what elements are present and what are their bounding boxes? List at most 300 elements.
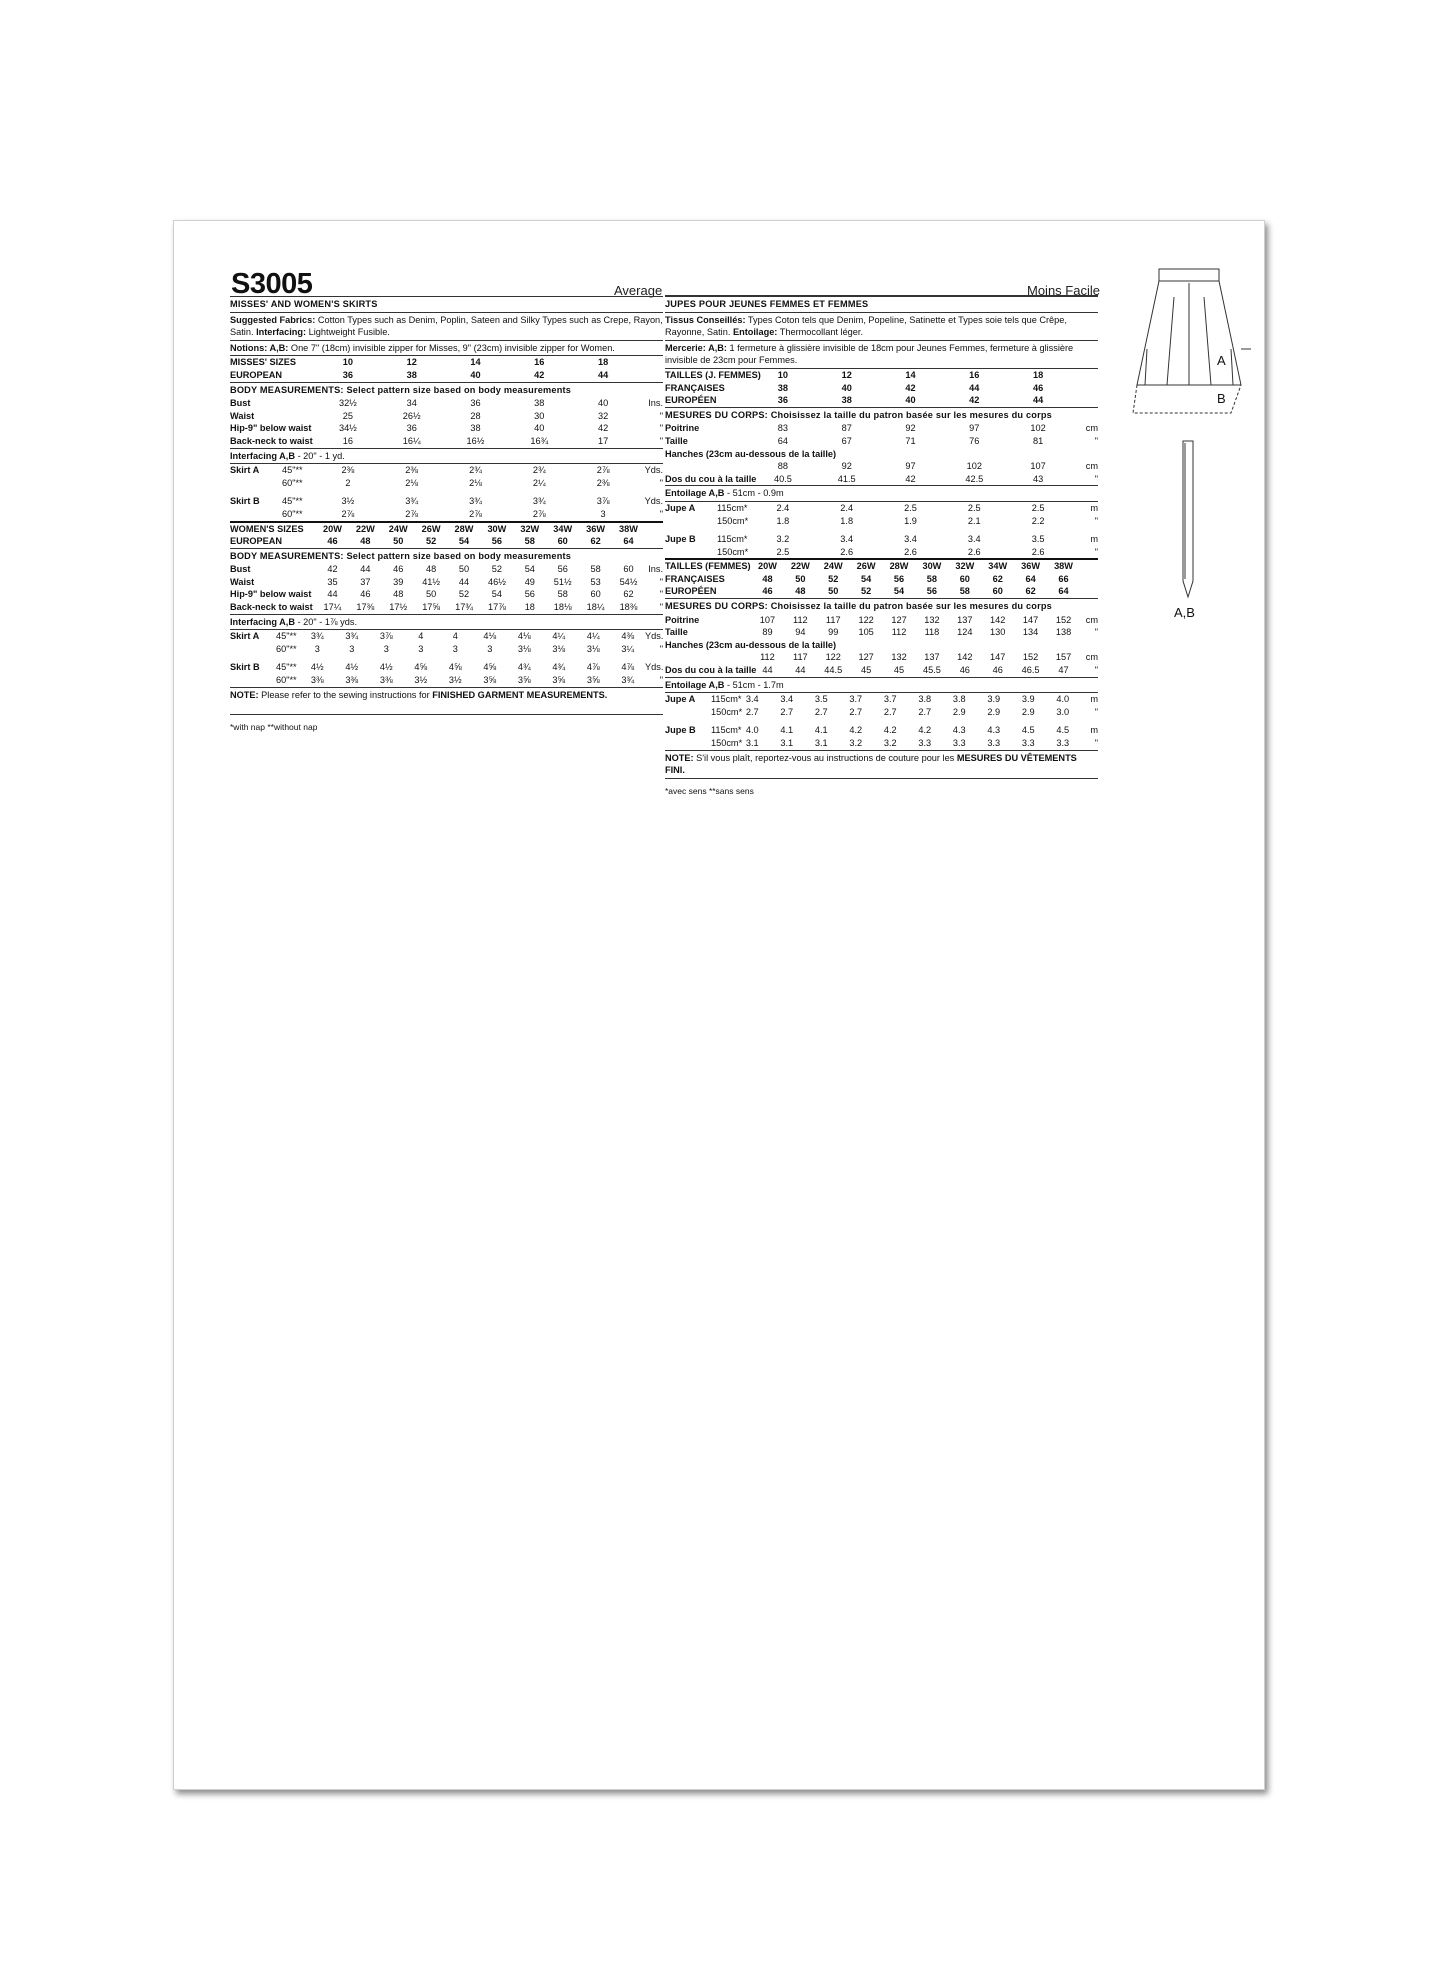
table-cell: " [1094,515,1098,526]
size-cell: 52 [828,573,839,584]
size-row [665,382,1098,395]
view-label-ab: A,B [1174,605,1195,620]
yardage-cell: 2⅛ [469,477,482,488]
table-cell: Jupe A [665,502,696,513]
size-cell: 42 [534,369,545,380]
size-cell: 56 [926,586,938,597]
fr-body-heading: MESURES DU CORPS: Choisissez la taille du patron basée sur les mesures du corps [665,409,1052,420]
table-cell: " [1094,665,1098,676]
size-cell: 16 [534,357,545,368]
measure-cell: 152 [1022,652,1039,663]
table-cell: Ins. [648,564,663,575]
measure-cell: 56 [557,564,568,575]
measure-cell: 17⅞ [487,602,506,613]
yardage-cell: 3½ [448,675,462,686]
size-cell: 42 [905,382,916,393]
yardage-cell: 4⅝ [483,662,497,673]
body-measure-row [230,435,663,448]
measure-cell: 92 [841,461,852,472]
size-cell: 58 [926,573,938,584]
table-cell: " [659,643,663,654]
measure-cell: 34½ [338,423,357,434]
size-cell: 44 [597,369,609,380]
yardage-cell: 4.1 [780,725,794,736]
measure-cell: 87 [841,423,852,434]
table-cell: 115cm* [711,725,742,736]
measure-cell: 107 [1030,461,1046,472]
yardage-cell: 4¾ [517,662,531,673]
yardage-cell: 3¾ [621,675,635,686]
measure-cell: 16¾ [530,435,549,446]
size-cell: 48 [360,536,371,547]
table-cell: Yds. [645,631,664,642]
size-cell: 54 [458,536,470,547]
yardage-cell: 2.5 [904,502,917,513]
measure-cell: 62 [623,589,634,600]
yardage-row [665,724,1098,737]
yardage-cell: 3⅞ [379,631,393,642]
yardage-cell: 2¼ [532,477,546,488]
body-measure-row [665,422,1098,435]
measure-cell: 18 [524,602,535,613]
measure-cell: 25 [342,410,354,421]
fr-body-table [665,422,1098,485]
measure-cell: 71 [905,435,916,446]
measure-cell: 132 [891,652,907,663]
size-cell: 40 [905,395,916,406]
yardage-cell: 2.5 [967,502,981,513]
yardage-cell: 2⅞ [596,465,610,476]
table-cell: cm [1085,423,1098,434]
body-measure-row [230,601,663,614]
yardage-cell: 4⅛ [483,631,497,642]
table-cell: FRANÇAISES [665,573,725,584]
yardage-cell: 4.2 [849,725,863,736]
size-cell: 18 [1032,369,1044,380]
yardage-row [665,693,1098,706]
size-cell: 16 [969,369,980,380]
yardage-cell: 3.8 [918,694,932,705]
table-cell: Yds. [644,465,663,476]
measure-cell: 47 [1058,665,1069,676]
size-cell: 60 [992,586,1003,597]
size-cell: 44 [969,382,980,393]
measure-cell: 99 [828,627,839,638]
yardage-cell: 3 [452,643,458,654]
yardage-cell: 3.3 [1056,738,1070,748]
table-cell: " [1094,473,1098,484]
table-cell [1080,573,1098,586]
table-cell: Ins. [648,398,663,409]
table-cell: Jupe A [665,694,696,705]
yardage-cell: 3⅞ [596,496,610,507]
table-cell: Back-neck to waist [230,435,313,446]
table-cell: Jupe B [665,534,696,545]
measure-cell: 32½ [338,398,357,409]
table-cell: Bust [230,398,251,409]
table-cell [635,356,663,369]
size-cell: 10 [342,357,354,368]
yardage-row [230,674,663,687]
measure-cell: 142 [957,652,973,663]
table-cell: Taille [665,435,688,446]
fr-body-table [665,614,1098,677]
measure-cell: 16½ [466,435,485,446]
size-row [230,535,663,548]
body-measure-row [665,614,1098,627]
yardage-cell: 1.8 [840,515,854,526]
yardage-cell: 2.9 [1021,706,1035,717]
table-cell [645,535,663,548]
table-cell [665,515,717,528]
yardage-cell: 1.9 [904,515,917,526]
yardage-row [665,515,1098,528]
table-cell: m [1090,502,1098,513]
table-cell: Back-neck to waist [230,602,313,613]
measure-cell: 16¼ [402,435,421,446]
yardage-cell: 2.6 [967,546,981,557]
size-cell: 58 [959,586,970,597]
measure-cell: 81 [1032,435,1044,446]
size-cell: 52 [861,586,872,597]
yardage-cell: 2.6 [840,546,854,557]
yardage-cell: 3⅝ [552,675,566,686]
table-cell: m [1090,725,1098,736]
table-cell: " [659,508,663,519]
size-cell: 38 [406,369,417,380]
view-label-b: B [1217,391,1226,406]
yardage-cell: 2⅛ [405,477,419,488]
measure-cell: 51½ [553,576,572,587]
table-cell: " [659,675,663,686]
yardage-cell: 3.3 [918,738,932,748]
table-cell: 45"** [276,662,297,673]
yardage-cell: 3¾ [532,496,546,507]
size-cell: 54 [893,586,905,597]
body-measure-row [230,588,663,601]
yardage-cell: 3¾ [405,496,419,507]
table-cell [1070,394,1098,407]
measure-cell: 124 [957,627,973,638]
table-cell: FRANÇAISES [665,382,725,393]
yardage-cell: 4.2 [883,725,897,736]
measure-cell: 18¼ [586,602,605,613]
measure-cell: 157 [1055,652,1072,663]
fr-body-heading: MESURES DU CORPS: Choisissez la taille du patron basée sur les mesures du corps [665,601,1052,612]
measure-cell: 112 [760,652,775,663]
table-cell [635,369,663,382]
table-cell: " [659,576,663,587]
en-body-table [230,397,663,447]
measure-cell: 45.5 [922,665,941,676]
measure-cell: 134 [1022,627,1039,638]
waistband-drawing [1183,441,1193,597]
size-cell: 50 [828,586,839,597]
measure-cell: 46½ [487,576,506,587]
body-measure-row [665,651,1098,664]
yardage-cell: 2.7 [918,706,932,717]
yardage-row [230,477,663,490]
table-cell: " [659,589,663,600]
table-cell: Yds. [645,662,664,673]
yardage-cell: 3⅝ [483,675,497,686]
measure-cell: 138 [1055,627,1072,638]
size-cell: 34W [988,561,1008,572]
yardage-cell: 2.2 [1031,515,1045,526]
yardage-cell: 3.4 [904,534,917,545]
yardage-row [230,661,663,674]
measure-cell: 45 [893,665,905,676]
yardage-cell: 4¼ [586,631,600,642]
table-cell: cm [1085,461,1098,472]
size-cell: 56 [491,536,503,547]
size-cell: 32W [520,523,540,534]
yardage-cell: 2⅞ [405,508,419,519]
yardage-cell: 3½ [414,675,428,686]
en-body-heading: BODY MEASUREMENTS: Select pattern size based on body measurements [230,550,572,561]
yardage-cell: 3.2 [883,738,897,748]
yardage-cell: 4⅞ [621,662,635,673]
fr-interfacing-line: Entoilage A,B - 51cm - 0.9m [665,488,784,499]
table-cell: m [1090,694,1098,705]
en-body-table [230,563,663,613]
body-measure-row [230,397,663,410]
table-cell: Skirt B [230,496,260,507]
yardage-cell: 3¾ [469,496,482,507]
yardage-cell: 2⅞ [532,508,546,519]
measure-cell: 102 [1030,423,1046,434]
size-cell: 44 [1032,395,1044,406]
yardage-cell: 2⅜ [596,477,610,488]
size-row [230,369,663,382]
measure-cell: 127 [858,652,874,663]
yardage-cell: 2.5 [1031,502,1045,513]
size-row [665,369,1098,382]
yardage-cell: 3.4 [745,694,759,705]
table-cell: WOMEN'S SIZES [230,523,304,534]
measure-cell: 112 [891,627,907,638]
en-interfacing-line: Interfacing A,B - 20" - 1⅞ yds. [230,616,357,627]
yardage-row [665,737,1098,750]
size-cell: 28W [454,523,474,534]
size-cell: 20W [758,561,777,572]
body-measure-row [230,410,663,423]
yardage-cell: 4.0 [745,725,759,736]
table-cell [665,460,751,473]
measure-cell: 40 [597,398,609,409]
table-cell: 60"** [282,477,303,488]
table-cell: " [659,435,663,446]
table-cell: Skirt B [230,662,260,673]
table-cell [1080,560,1098,573]
measure-cell: 54 [524,564,535,575]
measure-cell: 94 [795,627,806,638]
yardage-cell: 3 [487,643,493,654]
measure-cell: 44 [360,564,371,575]
measure-cell: 35 [327,576,338,587]
body-measure-row [665,460,1098,473]
table-cell: Hip-9" below waist [230,423,312,434]
yardage-cell: 4⅜ [621,631,635,642]
measure-cell: 52 [458,589,470,600]
size-cell: 10 [777,369,789,380]
yardage-cell: 3⅛ [552,643,566,654]
table-cell: " [1094,627,1098,638]
fr-yardage-table [665,693,1098,749]
table-cell: Jupe B [665,725,696,736]
size-cell: 24W [823,561,843,572]
size-cell: 24W [388,523,408,534]
measure-cell: 89 [762,627,773,638]
size-cell: 60 [557,536,568,547]
size-cell: 50 [393,536,404,547]
yardage-cell: 3.7 [883,694,897,705]
measure-cell: 52 [491,564,503,575]
french-column [665,296,1098,797]
en-women-section [230,523,663,687]
measure-cell: 36 [470,398,481,409]
size-cell: 32W [955,561,975,572]
measure-cell: 147 [1022,614,1039,625]
table-cell: Poitrine [665,614,700,625]
measure-cell: 30 [534,410,545,421]
table-cell: " [1094,738,1098,748]
view-label-a: A [1217,353,1226,368]
yardage-cell: 3.5 [1031,534,1045,545]
yardage-row [665,533,1098,546]
fr-fabrics: Tissus Conseillés: Types Coton tels que Denim, Popeline, Satinette et Types soie tels que Crêpe, Rayonne, Satin. Entoilage: Thermocollant léger. [665,314,1067,338]
en-footnote: *with nap **without nap [230,722,318,733]
measure-cell: 17¼ [323,602,342,613]
yardage-cell: 2.6 [1031,546,1045,557]
size-cell: 14 [905,369,916,380]
measure-cell: 38 [534,398,545,409]
measure-cell: 50 [426,589,437,600]
yardage-cell: 3⅜ [345,675,359,686]
skirt-illustration [1119,261,1259,621]
measure-cell: 42 [905,473,916,484]
size-cell: 36W [1021,561,1041,572]
body-measure-row [665,639,1098,652]
size-row [230,356,663,369]
size-cell: 36 [777,395,789,406]
measure-cell: 44.5 [824,665,843,676]
yardage-cell: 3.2 [776,534,790,545]
yardage-cell: 2.9 [952,706,966,717]
measure-cell: 50 [458,564,470,575]
table-cell: EUROPÉEN [665,586,717,597]
yardage-cell: 4 [418,631,424,642]
table-cell: " [1094,706,1098,717]
yardage-cell: 4½ [379,662,393,673]
size-row [665,560,1098,573]
measure-cell: 152 [1055,614,1072,625]
table-cell: Hanches (23cm au-dessous de la taille) [665,639,837,650]
size-cell: 40 [470,369,481,380]
measure-cell: 122 [825,652,841,663]
yardage-cell: 2⅞ [341,508,355,519]
size-cell: 36 [342,369,354,380]
measure-cell: 53 [590,576,601,587]
table-cell: m [1090,534,1098,545]
yardage-cell: 3.9 [1021,694,1035,705]
yardage-cell: 4.2 [918,725,932,736]
size-row [665,394,1098,407]
yardage-cell: 2.5 [776,546,790,557]
table-cell [1070,369,1098,382]
yardage-cell: 2.7 [849,706,863,717]
yardage-cell: 4¼ [552,631,566,642]
yardage-cell: 4⅝ [448,662,462,673]
yardage-cell: 4.5 [1021,725,1035,736]
measure-cell: 54 [491,589,503,600]
measure-cell: 60 [623,564,634,575]
size-cell: 42 [969,395,980,406]
table-cell: 60"** [276,675,297,686]
table-cell: " [659,602,663,613]
size-cell: 46 [1032,382,1044,393]
table-cell: TAILLES (J. FEMMES) [665,369,761,380]
table-cell [1080,585,1098,598]
table-cell [665,706,711,719]
yardage-cell: 3¾ [310,631,324,642]
measure-cell: 44 [327,589,338,600]
table-cell: Hanches (23cm au-dessous de la taille) [665,448,837,459]
yardage-cell: 2.7 [814,706,828,717]
size-cell: 38 [777,382,789,393]
en-note: NOTE: Please refer to the sewing instructions for FINISHED GARMENT MEASUREMENTS. [230,689,608,700]
table-cell: Dos du cou à la taille [665,473,757,484]
en-body-heading: BODY MEASUREMENTS: Select pattern size based on body measurements [230,384,572,395]
size-cell: 38 [841,395,852,406]
size-cell: 20W [322,523,342,534]
yardage-cell: 2⅜ [341,465,355,476]
size-cell: 48 [795,586,806,597]
body-measure-row [665,664,1098,677]
size-cell: 46 [762,586,773,597]
yardage-cell: 3.4 [780,694,794,705]
yardage-cell: 2¾ [532,465,546,476]
size-cell: 26W [856,561,876,572]
size-cell: 26W [421,523,441,534]
en-yardage-table [230,464,663,520]
body-measure-row [665,435,1098,448]
measure-cell: 46 [393,564,404,575]
yardage-cell: 3.1 [745,738,759,748]
yardage-cell: 4 [452,631,458,642]
measure-cell: 137 [924,652,940,663]
yardage-cell: 4⅛ [517,631,531,642]
measure-cell: 34 [406,398,417,409]
table-cell: 150cm* [717,546,749,557]
yardage-cell: 3.1 [814,738,828,748]
size-cell: 38W [619,523,638,534]
fr-footnote: *avec sens **sans sens [665,785,754,796]
en-title: MISSES' AND WOMEN'S SKIRTS [230,299,378,309]
measure-cell: 46 [959,665,970,676]
fr-title: JUPES POUR JEUNES FEMMES ET FEMMES [665,299,869,309]
size-cell: 22W [355,523,375,534]
table-cell: Skirt A [230,465,260,476]
measure-cell: 18⅛ [553,602,572,613]
body-measure-row [665,473,1098,486]
yardage-cell: 3.3 [1021,738,1035,748]
size-cell: 62 [992,573,1003,584]
measure-cell: 92 [905,423,916,434]
yardage-cell: 4⅝ [414,662,428,673]
yardage-cell: 3¼ [621,643,635,654]
table-cell: Poitrine [665,423,700,434]
